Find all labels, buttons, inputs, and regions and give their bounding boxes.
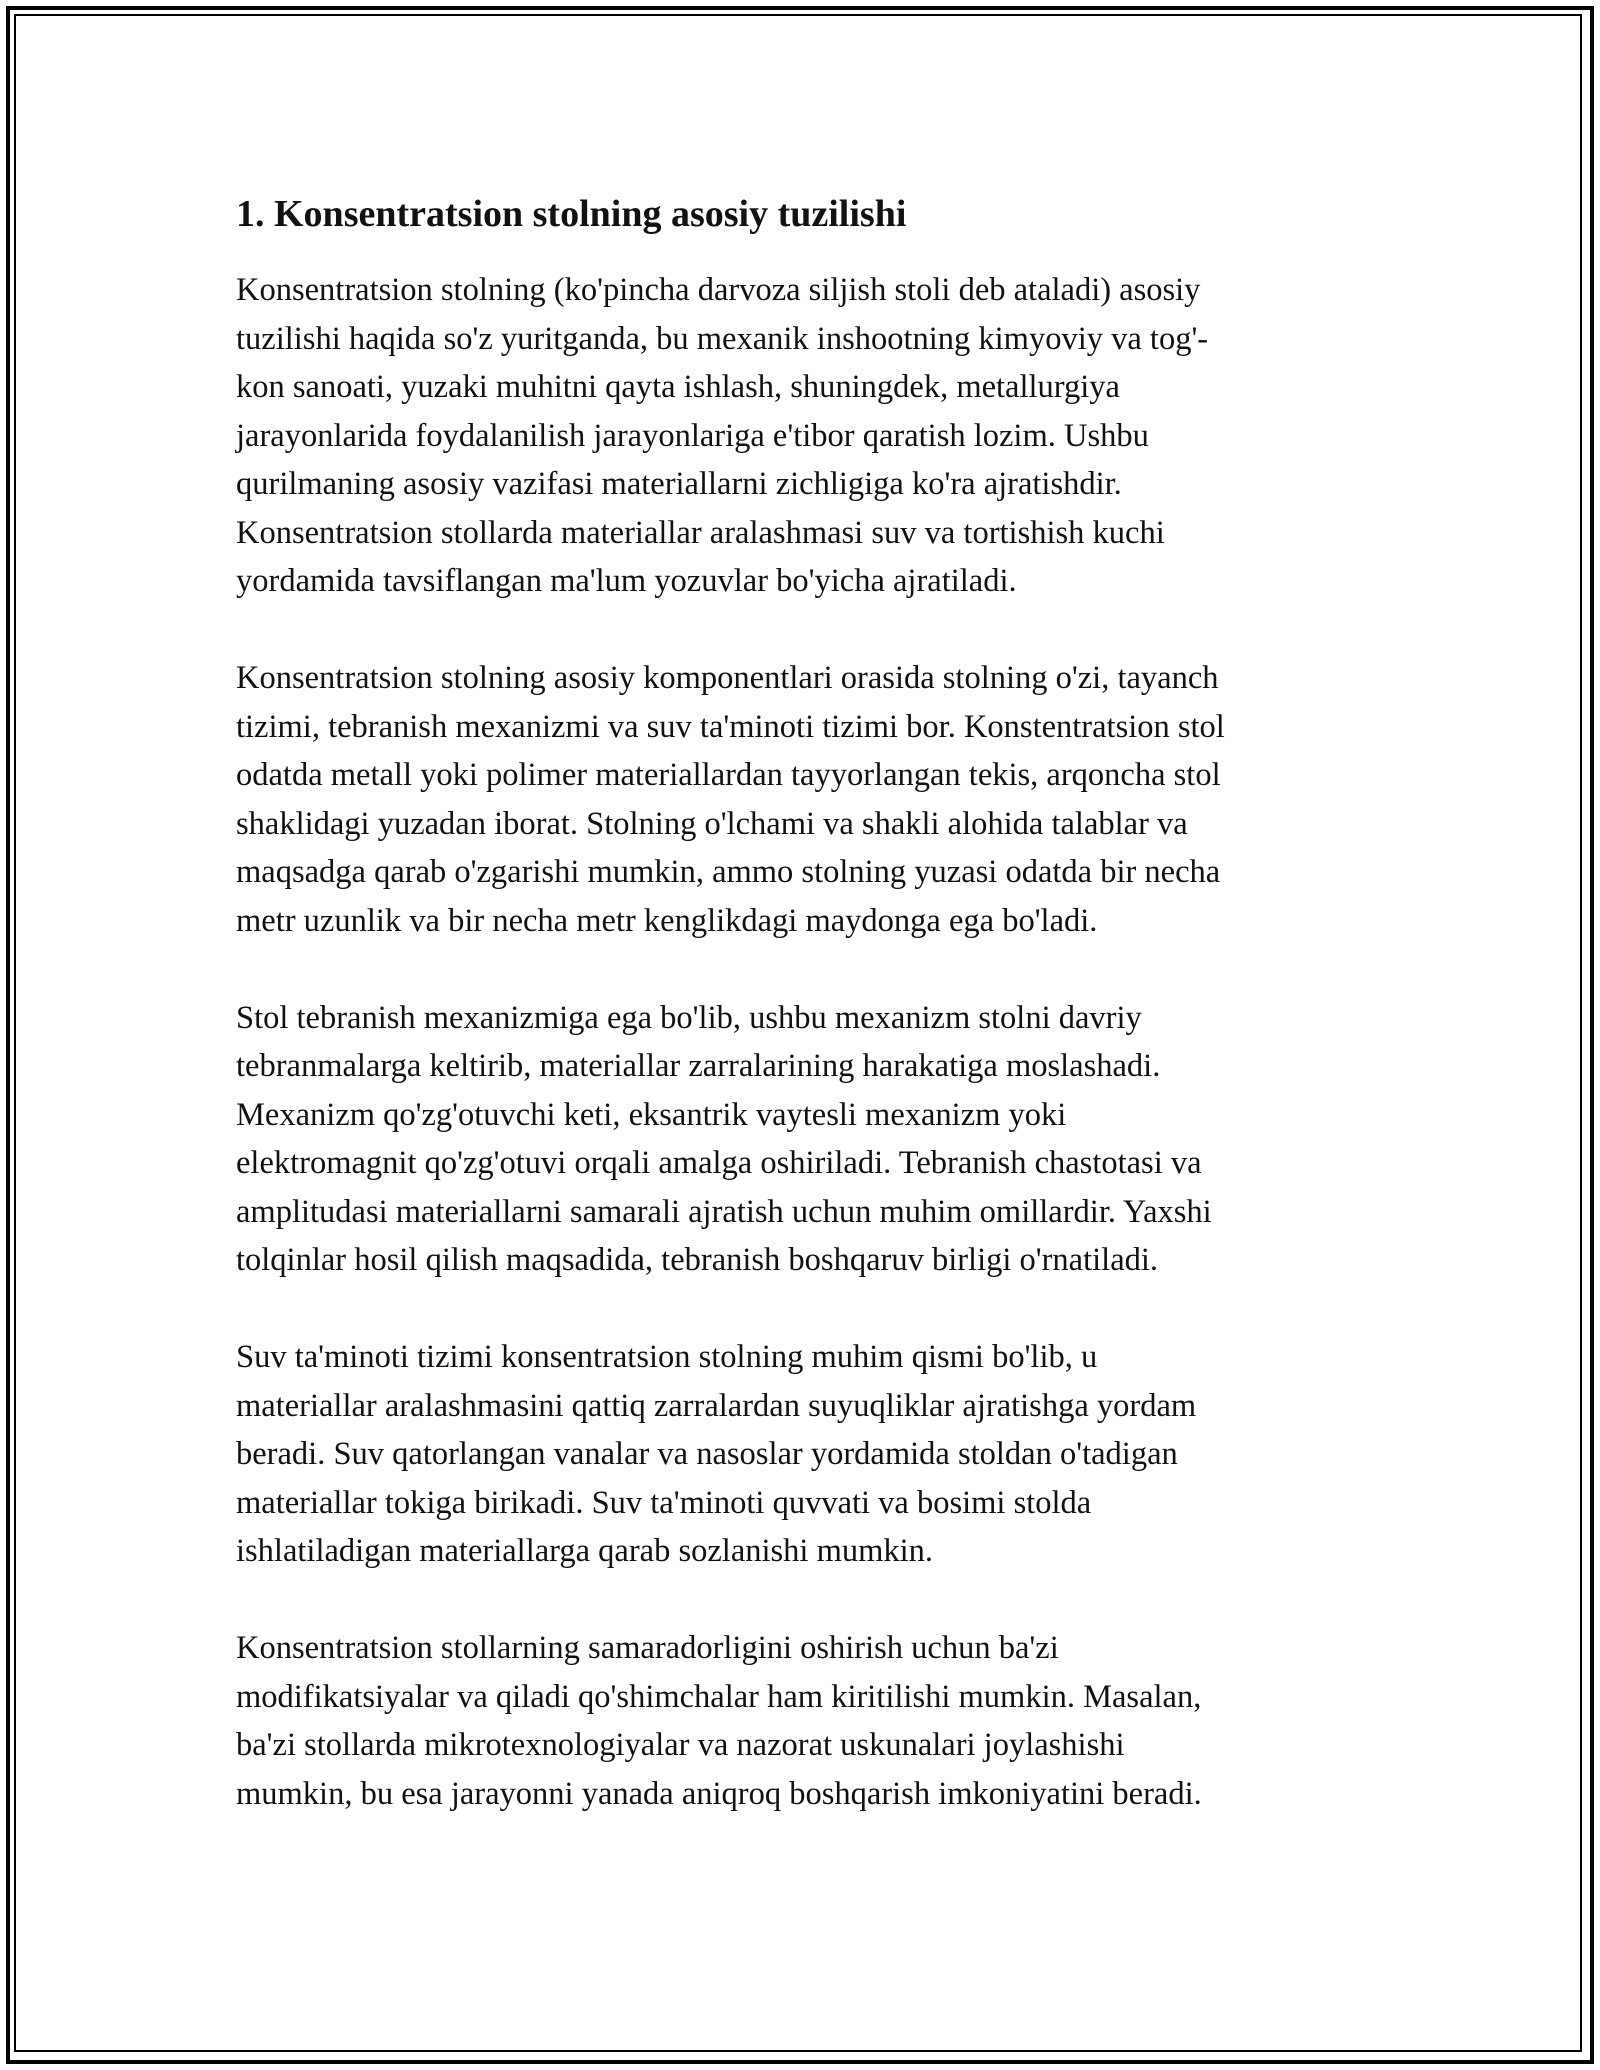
paragraph	[236, 1333, 1366, 1576]
paragraph-line: materiallar tokiga birikadi. Suv ta'minoti quvvati va bosimi stolda	[236, 1484, 1092, 1521]
paragraph-line: kon sanoati, yuzaki muhitni qayta ishlash, shuningdek, metallurgiya	[236, 369, 1120, 405]
paragraph-list	[236, 266, 1366, 1818]
paragraph-line: Suv ta'minoti tizimi konsentratsion stolning muhim qismi bo'lib, u	[236, 1339, 1098, 1375]
paragraph	[236, 1624, 1366, 1818]
paragraph-line: shaklidagi yuzadan iborat. Stolning o'lchami va shakli alohida talablar va	[236, 805, 1188, 842]
paragraph-line: Konsentratsion stolning asosiy komponentlari orasida stolning o'zi, tayanch	[236, 660, 1219, 696]
paragraph-line: beradi. Suv qatorlangan vanalar va nasoslar yordamida stoldan o'tadigan	[236, 1436, 1178, 1472]
paragraph-line: qurilmaning asosiy vazifasi materiallarni zichligiga ko'ra ajratishdir.	[236, 466, 1122, 502]
document-body	[236, 188, 1366, 1867]
paragraph	[236, 266, 1366, 606]
paragraph-line: materiallar aralashmasini qattiq zarralardan suyuqliklar ajratishga yordam	[236, 1387, 1197, 1424]
paragraph-line: odatda metall yoki polimer materiallardan tayyorlangan tekis, arqoncha stol	[236, 757, 1221, 793]
paragraph-line: yordamida tavsiflangan ma'lum yozuvlar bo'yicha ajratiladi.	[236, 563, 1017, 599]
paragraph-line: amplitudasi materiallarni samarali ajratish uchun muhim omillardir. Yaxshi	[236, 1193, 1212, 1230]
paragraph-line: tebranmalarga keltirib, materiallar zarralarining harakatiga moslashadi.	[236, 1048, 1161, 1084]
paragraph	[236, 654, 1366, 945]
paragraph-line: tuzilishi haqida so'z yuritganda, bu mexanik inshootning kimyoviy va tog'-	[236, 320, 1209, 357]
paragraph-line: maqsadga qarab o'zgarishi mumkin, ammo stolning yuzasi odatda bir necha	[236, 854, 1221, 890]
paragraph-line: modifikatsiyalar va qiladi qo'shimchalar ham kiritilishi mumkin. Masalan,	[236, 1678, 1202, 1715]
paragraph-line: elektromagnit qo'zg'otuvi orqali amalga oshiriladi. Tebranish chastotasi va	[236, 1145, 1202, 1181]
paragraph-line: mumkin, bu esa jarayonni yanada aniqroq boshqarish imkoniyatini beradi.	[236, 1775, 1202, 1812]
paragraph-line: jarayonlarida foydalanilish jarayonlariga e'tibor qaratish lozim. Ushbu	[236, 417, 1149, 454]
paragraph-line: Stol tebranish mexanizmiga ega bo'lib, ushbu mexanizm stolni davriy	[236, 999, 1142, 1036]
paragraph	[236, 994, 1366, 1285]
paragraph-line: tizimi, tebranish mexanizmi va suv ta'minoti tizimi bor. Konstentratsion stol	[236, 708, 1225, 745]
paragraph-line: tolqinlar hosil qilish maqsadida, tebranish boshqaruv birligi o'rnatiladi.	[236, 1242, 1159, 1278]
paragraph-line: Konsentratsion stollarning samaradorligini oshirish uchun ba'zi	[236, 1630, 1059, 1666]
section-heading: 1. Konsentratsion stolning asosiy tuzilishi	[236, 193, 907, 235]
paragraph-line: Konsentratsion stolning (ko'pincha darvoza siljish stoli deb ataladi) asosiy	[236, 272, 1201, 308]
paragraph-line: ba'zi stollarda mikrotexnologiyalar va nazorat uskunalari joylashishi	[236, 1727, 1125, 1763]
paragraph-line: Mexanizm qo'zg'otuvchi keti, eksantrik vaytesli mexanizm yoki	[236, 1096, 1067, 1133]
paragraph-line: Konsentratsion stollarda materiallar aralashmasi suv va tortishish kuchi	[236, 514, 1165, 551]
paragraph-line: ishlatiladigan materiallarga qarab sozlanishi mumkin.	[236, 1533, 934, 1569]
paragraph-line: metr uzunlik va bir necha metr kenglikdagi maydonga ega bo'ladi.	[236, 902, 1098, 939]
